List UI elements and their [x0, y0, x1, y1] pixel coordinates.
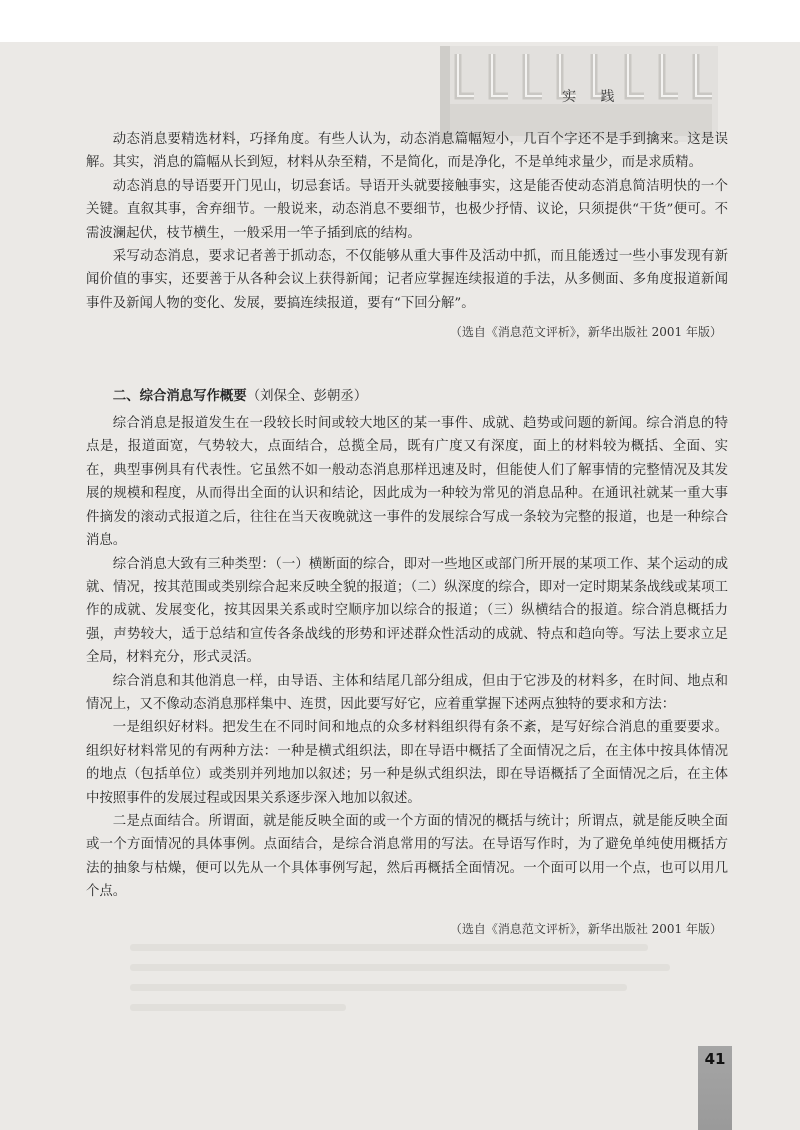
paragraph: 动态消息的导语要开门见山，切忌套话。导语开头就要接触事实，这是能否使动态消息简洁明快的一个关键。直叙其事，舍弃细节。一般说来，动态消息不要细节，也极少抒情、议论，只须提供“干货”便可。不需波澜起伏，枝节横生，一般采用一竿子插到底的结构。: [86, 178, 728, 241]
paragraph: 综合消息是报道发生在一段较长时间或较大地区的某一事件、成就、趋势或问题的新闻。综合消息的特点是，报道面宽，气势较大，点面结合，总揽全局，既有广度又有深度，面上的材料较为概括、全面、实在，典型事例具有代表性。它虽然不如一般动态消息那样迅速及时，但能使人们了解事情的完整情况及其发展的规模和程度，从而得出全面的认识和结论，因此成为一种较为常见的消息品种。在通讯社就某一重大事件摘发的滚动式报道之后，往往在当天夜晚就这一事件的发展综合写成一条较为完整的报道，也是一种综合消息。: [86, 416, 728, 549]
section-label: 实 践: [562, 89, 625, 105]
source-citation: （选自《消息范文评析》，新华出版社 2001 年版）: [449, 325, 722, 340]
article-body: [86, 128, 728, 941]
paragraph: 二是点面结合。所谓面，就是能反映全面的或一个方面的情况的概括与统计；所谓点，就是能反映全面或一个方面情况的具体事例。点面结合，是综合消息常用的写法。在导语写作时，为了避免单纯使用概括方法的抽象与枯燥，便可以先从一个具体事例写起，然后再概括全面情况。一个面可以用一个点，也可以用几个点。: [86, 813, 728, 900]
source-citation: （选自《消息范文评析》，新华出版社 2001 年版）: [449, 921, 722, 936]
paragraph: 采写动态消息，要求记者善于抓动态，不仅能够从重大事件及活动中抓，而且能透过一些小事发现有新闻价值的事实，还要善于从各种会议上获得新闻；记者应掌握连续报道的手法，从多侧面、多角度报道新闻事件及新闻人物的变化、发展，要搞连续报道，要有“下回分解”。: [86, 249, 728, 311]
page-number: 41: [704, 1050, 726, 1068]
paragraph: 动态消息要精选材料，巧择角度。有些人认为，动态消息篇幅短小，几百个字还不是手到擒来。这是误解。其实，消息的篇幅从长到短，材料从杂至精，不是简化，而是净化，不是单纯求量少，而是求质精。: [86, 132, 728, 171]
paragraph: 综合消息和其他消息一样，由导语、主体和结尾几部分组成，但由于它涉及的材料多，在时间、地点和情况上，又不像动态消息那样集中、连贯，因此要写好它，应着重掌握下述两点独特的要求和方法：: [86, 673, 728, 712]
book-page: [0, 42, 800, 1130]
show-through-text: [130, 944, 670, 1024]
section-heading: [86, 385, 728, 408]
paragraph: 综合消息大致有三种类型：（一）横断面的综合，即对一些地区或部门所开展的某项工作、某个运动的成就、情况，按其范围或类别综合起来反映全貌的报道；（二）纵深度的综合，即对一定时期某条战线或某项工作的成就、发展变化，按其因果关系或时空顺序加以综合的报道；（三）纵横结合的报道。综合消息概括力强，声势较大，适于总结和宣传各条战线的形势和评述群众性活动的成就、特点和趋向等。写法上要求立足全局，材料充分，形式灵活。: [86, 556, 728, 666]
section-authors: （刘保全、彭朝丞）: [246, 388, 368, 404]
paragraph: 一是组织好材料。把发生在不同时间和地点的众多材料组织得有条不紊，是写好综合消息的重要要求。组织好材料常见的有两种方法：一种是横式组织法，即在导语中概括了全面情况之后，在主体中按具体情况的地点（包括单位）或类别并列地加以叙述；另一种是纵式组织法，即在导语概括了全面情况之后，在主体中按照事件的发展过程或因果关系逐步深入地加以叙述。: [86, 720, 728, 806]
section-title: 二、综合消息写作概要: [112, 388, 247, 404]
